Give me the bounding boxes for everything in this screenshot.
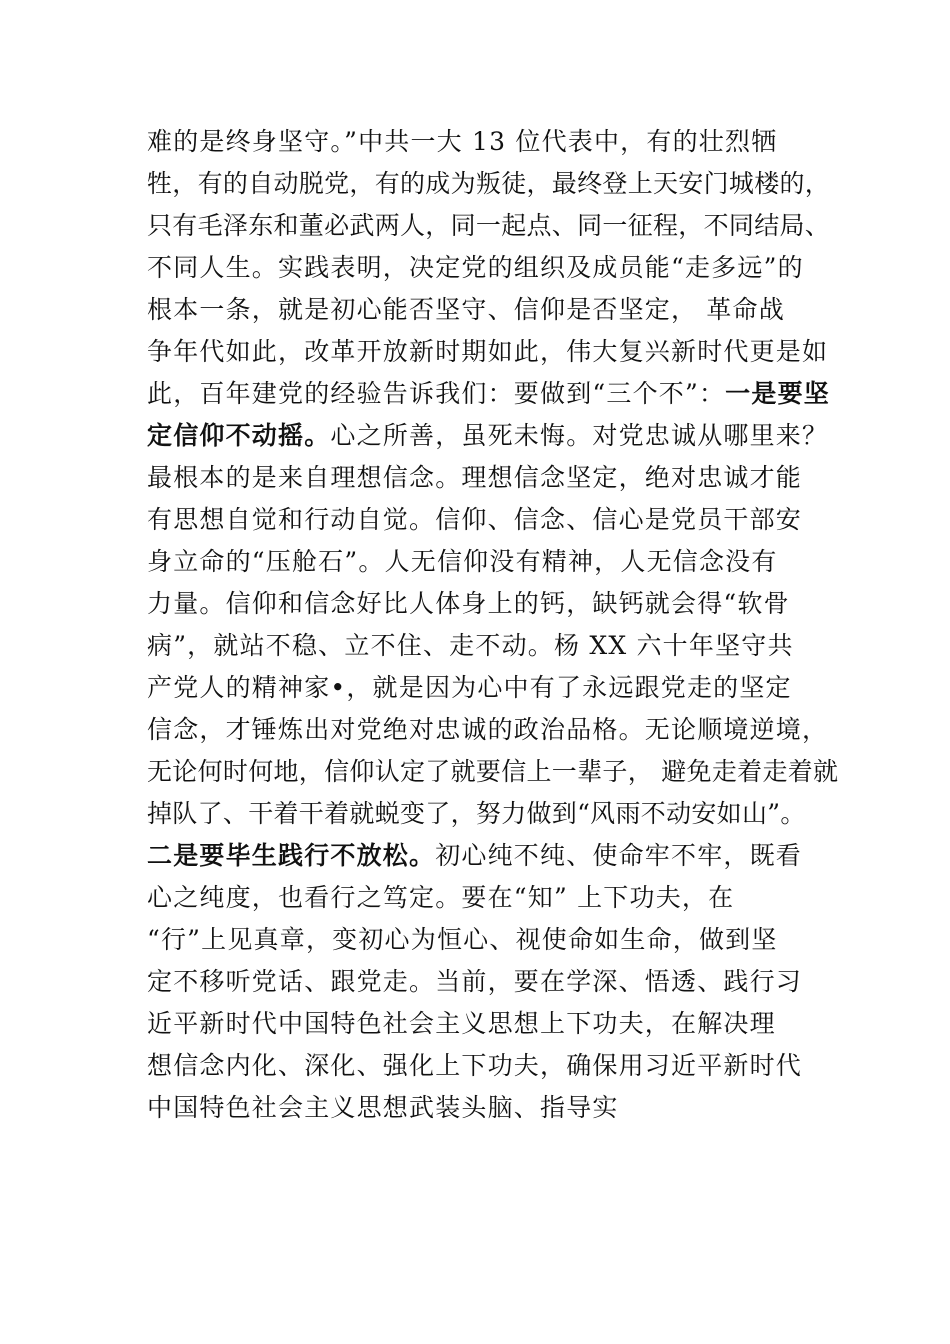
heading-point-one-start: 一是要坚	[725, 379, 830, 408]
text-line-24: 中国特色社会主义思想武装头脑、指导实	[147, 1093, 619, 1122]
text-line-23: 想信念内化、深化、强化上下功夫，确保用习近平新时代	[147, 1051, 803, 1080]
text-line-22: 近平新时代中国特色社会主义思想上下功夫，在解决理	[147, 1009, 776, 1038]
text-line-8-normal: 心之所善，虽死未悔。对党忠诚从哪里来？	[330, 421, 829, 450]
text-line-3: 只有毛泽东和董必武两人，同一起点、同一征程，不同结局、	[147, 211, 831, 240]
text-line-2: 牲，有的自动脱党，有的成为叛徒，最终登上天安门城楼的，	[147, 169, 831, 198]
text-line-6: 争年代如此，改革开放新时期如此，伟大复兴新时代更是如	[147, 337, 829, 366]
text-line-17: 掉队了、干着干着就蜕变了，努力做到“风雨不动安如山”。	[147, 799, 806, 828]
text-line-9: 最根本的是来自理想信念。理想信念坚定，绝对忠诚才能	[147, 463, 803, 492]
body-text	[147, 121, 847, 1129]
text-line-7	[147, 373, 847, 415]
text-line-7-normal: 此，百年建党的经验告诉我们：要做到“三个不”：	[147, 379, 726, 408]
text-line-12: 力量。信仰和信念好比人体身上的钙，缺钙就会得“软骨	[147, 589, 790, 618]
text-line-13: 病”，就站不稳、立不住、走不动。杨 XX 六十年坚守共	[147, 631, 794, 660]
heading-point-two: 二是要毕生践行不放松。	[147, 841, 436, 870]
text-line-4: 不同人生。实践表明，决定党的组织及成员能“走多远”的	[147, 253, 804, 282]
text-line-16: 无论何时何地，信仰认定了就要信上一辈子， 避免走着走着就	[147, 757, 839, 786]
text-line-8	[147, 415, 847, 457]
text-line-1: 难的是终身坚守。”中共一大 13 位代表中，有的壮烈牺	[147, 127, 778, 156]
text-line-19: 心之纯度，也看行之笃定。要在“知” 上下功夫，在	[147, 883, 735, 912]
text-line-21: 定不移听党话、跟党走。当前，要在学深、悟透、践行习	[147, 967, 803, 996]
text-line-20: “行”上见真章，变初心为恒心、视使命如生命，做到坚	[147, 925, 778, 954]
text-line-18-normal: 初心纯不纯、使命牢不牢，既看	[435, 841, 803, 870]
text-line-14: 产党人的精神家•，就是因为心中有了永远跟党走的坚定	[147, 673, 792, 702]
text-line-10: 有思想自觉和行动自觉。信仰、信念、信心是党员干部安	[147, 505, 803, 534]
text-line-5: 根本一条，就是初心能否坚守、信仰是否坚定， 革命战	[147, 295, 785, 324]
text-line-15: 信念，才锤炼出对党绝对忠诚的政治品格。无论顺境逆境，	[147, 715, 829, 744]
text-line-18	[147, 835, 847, 877]
text-line-11: 身立命的“压舱石”。人无信仰没有精神，人无信念没有	[147, 547, 778, 576]
heading-point-one-end: 定信仰不动摇。	[147, 421, 331, 450]
